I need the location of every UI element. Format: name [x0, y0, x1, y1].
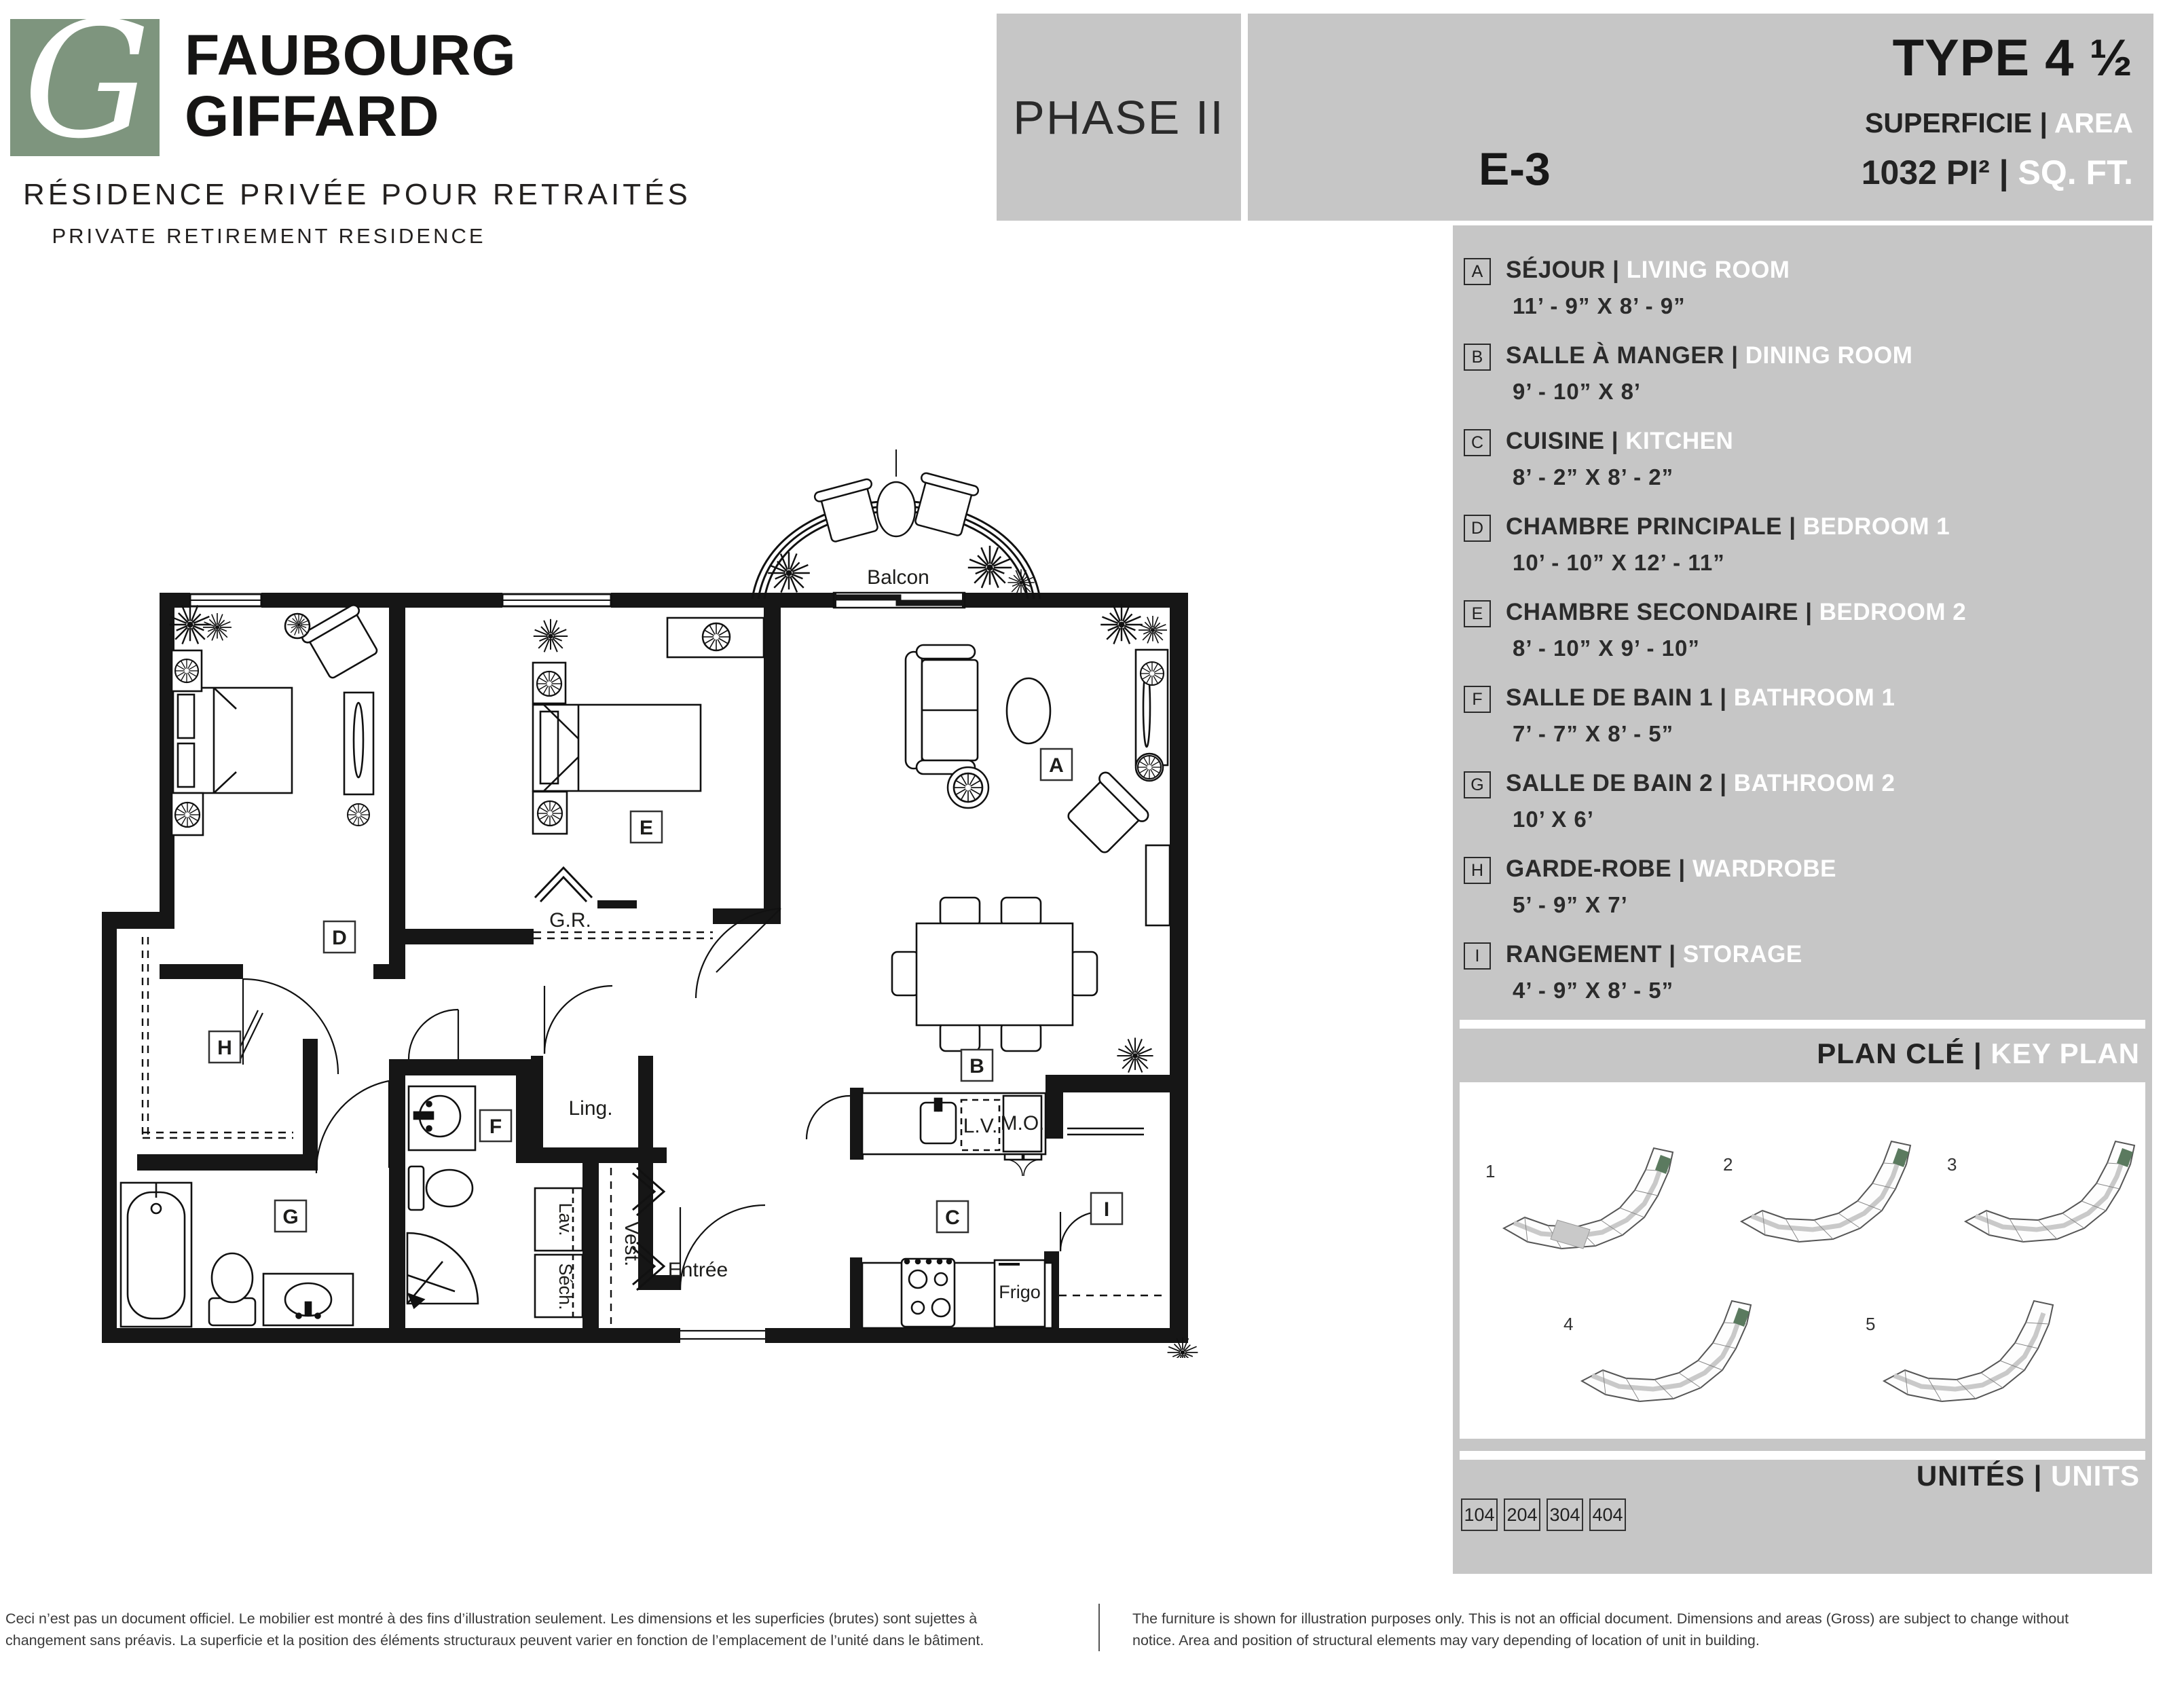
- bathtub: [121, 1183, 191, 1327]
- armchair-d: [300, 603, 382, 681]
- balcony-table: [877, 482, 915, 536]
- vestibule-label: Vest.: [621, 1221, 643, 1267]
- room-label-h: [209, 1031, 240, 1063]
- floor-plan: [95, 421, 1303, 1358]
- disclaimer-french: Ceci n’est pas un document officiel. Le mobilier est montré à des fins d’illustration seulement. Les dimensions et les superficies (brutes) sont sujettes à changement sans préavis. La superficie et la position des éléments structuraux peuvent varier en fonction de l’emplacement de l’unité dans le bâtiment.: [5, 1610, 984, 1649]
- stove: [902, 1259, 955, 1327]
- dryer-label: Séch.: [555, 1263, 576, 1310]
- svg-text:E: E: [639, 817, 654, 839]
- svg-text:4: 4: [1563, 1314, 1574, 1334]
- vanity-sink: [409, 1086, 475, 1150]
- legend-entry: D CHAMBRE PRINCIPALE | BEDROOM 1 10’ - 10” X 12’ - 11”: [1453, 515, 2152, 596]
- keyplan-floor-1: [1485, 1148, 1673, 1249]
- legend-dims: 11’ - 9” X 8’ - 9”: [1513, 293, 1686, 318]
- svg-text:1: 1: [1485, 1161, 1496, 1181]
- disclaimer-english: The furniture is shown for illustration purposes only. This is not an official document. Dimensions and areas (Gross) are subject to change without notice. Area and position of structural elements may vary depending of location of unit in building.: [1132, 1610, 2069, 1649]
- cabinet: [1146, 845, 1170, 925]
- room-label-b: [961, 1050, 993, 1081]
- sofa: [906, 645, 978, 774]
- svg-text:F: F: [489, 1116, 502, 1138]
- room-label-f: [480, 1110, 511, 1141]
- balcony-chair: [909, 472, 979, 538]
- legend-entry: I RANGEMENT | STORAGE 4’ - 9” X 8’ - 5”: [1453, 942, 2152, 1024]
- kitchen-island: [862, 1093, 1045, 1176]
- footer-divider: [1098, 1604, 1100, 1651]
- brand-line2: GIFFARD: [185, 84, 440, 148]
- svg-text:G: G: [282, 1206, 299, 1228]
- balcony-chair: [814, 478, 884, 544]
- svg-text:C: C: [945, 1207, 960, 1229]
- unit-number-404: 404: [1589, 1498, 1626, 1531]
- microwave-label: M.O.: [1000, 1112, 1045, 1135]
- keyplan-floor-2: [1723, 1141, 1910, 1242]
- type-title: TYPE 4 ½: [1892, 29, 2133, 87]
- legend-entry: H GARDE-ROBE | WARDROBE 5’ - 9” X 7’: [1453, 857, 2152, 938]
- balcony-label: Balcon: [867, 566, 929, 589]
- room-label-a: [1041, 749, 1072, 780]
- svg-text:D: D: [332, 927, 347, 949]
- svg-text:I: I: [1103, 1198, 1110, 1221]
- keyplan-floor-3: [1947, 1141, 2134, 1242]
- coffee-table: [1007, 678, 1050, 743]
- entrance-label: Entrée: [667, 1259, 728, 1281]
- room-label-c: [937, 1201, 968, 1232]
- brand-line1: FAUBOURG: [185, 23, 517, 87]
- legend-entry: G SALLE DE BAIN 2 | BATHROOM 2 10’ X 6’: [1453, 771, 2152, 853]
- armchair-a: [1062, 770, 1150, 858]
- vanity-sink: [263, 1274, 353, 1325]
- side-table: [285, 614, 310, 638]
- dresser-d: [344, 693, 373, 794]
- legend-entry: B SALLE À MANGER | DINING ROOM 9’ - 10” X 8’: [1453, 344, 2152, 425]
- washer-label: Lav.: [555, 1202, 576, 1236]
- logo-monogram: [10, 0, 160, 174]
- wardrobe-hanger-icon: [535, 868, 592, 902]
- divider: [1460, 1020, 2145, 1029]
- phase-label: PHASE II: [1013, 90, 1225, 144]
- legend-panel: [1453, 225, 2152, 1574]
- legend-entry: C CUISINE | KITCHEN 8’ - 2” X 8’ - 2”: [1453, 429, 2152, 511]
- room-label-g: [275, 1200, 306, 1232]
- area-value: 1032 PI² | SQ. FT.: [1861, 153, 2133, 191]
- wardrobe-gr-label: G.R.: [549, 909, 591, 932]
- bed-d: [173, 688, 292, 793]
- toilet: [209, 1253, 255, 1325]
- logo-g-icon: G: [23, 0, 151, 174]
- legend-entry: A SÉJOUR | LIVING ROOM 11’ - 9” X 8’ - 9”: [1453, 258, 2152, 339]
- svg-text:2: 2: [1723, 1154, 1733, 1175]
- dishwasher-label: L.V.: [963, 1115, 998, 1137]
- superficie-label: SUPERFICIE | AREA: [1865, 107, 2133, 139]
- legend-letter: A: [1464, 258, 1491, 285]
- legend-entry: F SALLE DE BAIN 1 | BATHROOM 1 7’ - 7” X 8’ - 5”: [1453, 686, 2152, 767]
- brand-name: [185, 24, 565, 147]
- unit-number-104: 104: [1461, 1498, 1498, 1531]
- keyplan-floor-5: [1866, 1301, 2053, 1401]
- bed-e: [533, 705, 701, 791]
- svg-text:3: 3: [1947, 1154, 1957, 1175]
- room-label-e: [631, 811, 662, 843]
- tagline-english: PRIVATE RETIREMENT RESIDENCE: [52, 224, 486, 248]
- dining-set: [892, 898, 1097, 1051]
- svg-text:A: A: [1049, 754, 1064, 777]
- unit-code: E-3: [1479, 143, 1551, 195]
- svg-text:B: B: [969, 1055, 984, 1078]
- divider: [1460, 1451, 2145, 1460]
- room-label-d: [324, 921, 355, 953]
- key-plan: [1460, 1082, 2145, 1439]
- units-title: UNITÉS | UNITS: [1916, 1460, 2140, 1492]
- fridge-label: Frigo: [999, 1282, 1041, 1302]
- svg-text:5: 5: [1866, 1314, 1876, 1334]
- toilet: [409, 1166, 473, 1210]
- phase-banner: [997, 14, 1241, 221]
- tagline-french: RÉSIDENCE PRIVÉE POUR RETRAITÉS: [23, 178, 691, 211]
- keyplan-floor-4: [1563, 1301, 1751, 1401]
- type-banner: [1248, 14, 2153, 221]
- keyplan-title: PLAN CLÉ | KEY PLAN: [1817, 1037, 2140, 1069]
- legend-entry: E CHAMBRE SECONDAIRE | BEDROOM 2 8’ - 10” X 9’ - 10”: [1453, 600, 2152, 682]
- corner-shower: [407, 1233, 478, 1308]
- linen-label: Ling.: [568, 1097, 613, 1120]
- unit-number-204: 204: [1504, 1498, 1540, 1531]
- unit-number-304: 304: [1547, 1498, 1583, 1531]
- room-label-i: [1091, 1193, 1122, 1224]
- svg-text:H: H: [217, 1037, 232, 1059]
